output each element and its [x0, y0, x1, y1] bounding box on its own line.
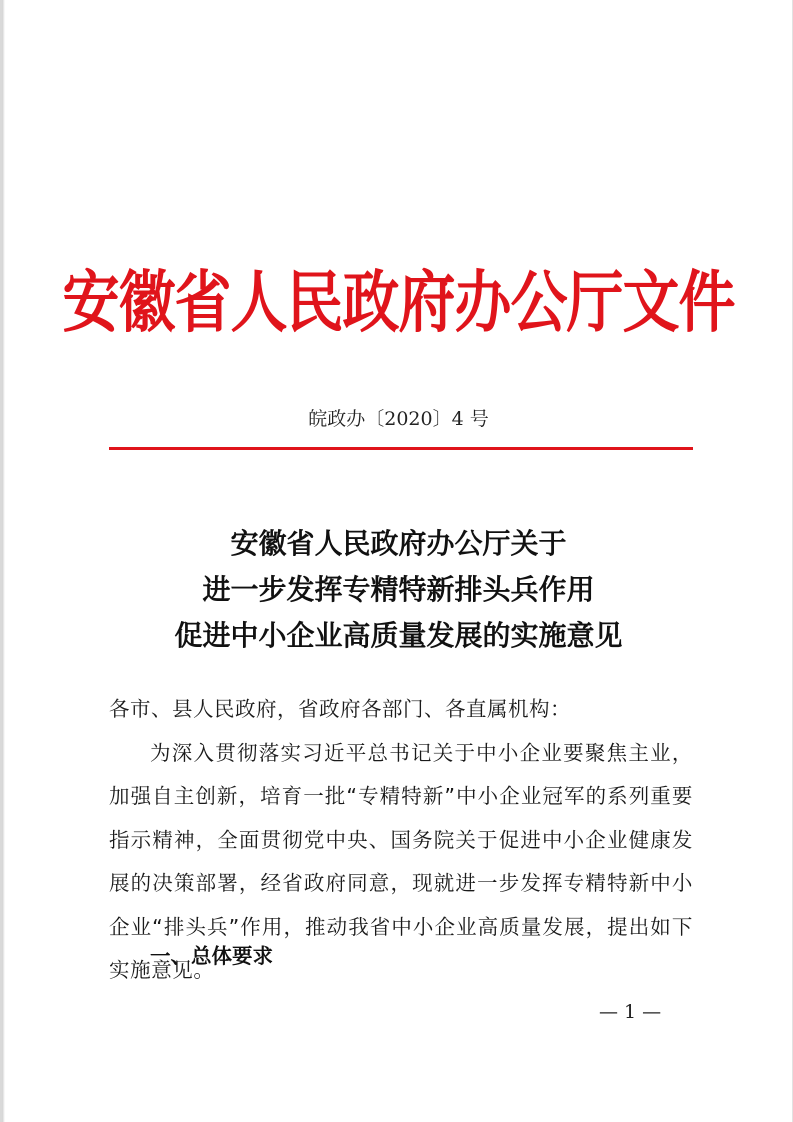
salutation: 各市、县人民政府，省政府各部门、各直属机构： [109, 697, 571, 721]
red-separator-line [109, 447, 693, 450]
document-title-line: 促进中小企业高质量发展的实施意见 [174, 619, 623, 652]
issuing-authority-title: 安徽省人民政府办公厅文件 [62, 262, 735, 343]
body-paragraph: 为深入贯彻落实习近平总书记关于中小企业要聚焦主业，加强自主创新，培育一批“专精特新”中小企业冠军的系列重要指示精神，全面贯彻党中央、国务院关于促进中小企业健康发展的决策部署，经省政府同意，现就进一步发挥专精特新中小企业“排头兵”作用，推动我省中小企业高质量发展，提出如下实施意见。 [109, 740, 693, 982]
document-number: 皖政办〔2020〕4 号 [308, 408, 489, 430]
document-title-line: 进一步发挥专精特新排头兵作用 [202, 573, 595, 606]
section-heading: 一、总体要求 [150, 944, 273, 968]
document-title [2, 521, 793, 659]
document-title-line: 安徽省人民政府办公厅关于 [230, 527, 567, 560]
page-number: — 1 — [599, 1001, 662, 1023]
